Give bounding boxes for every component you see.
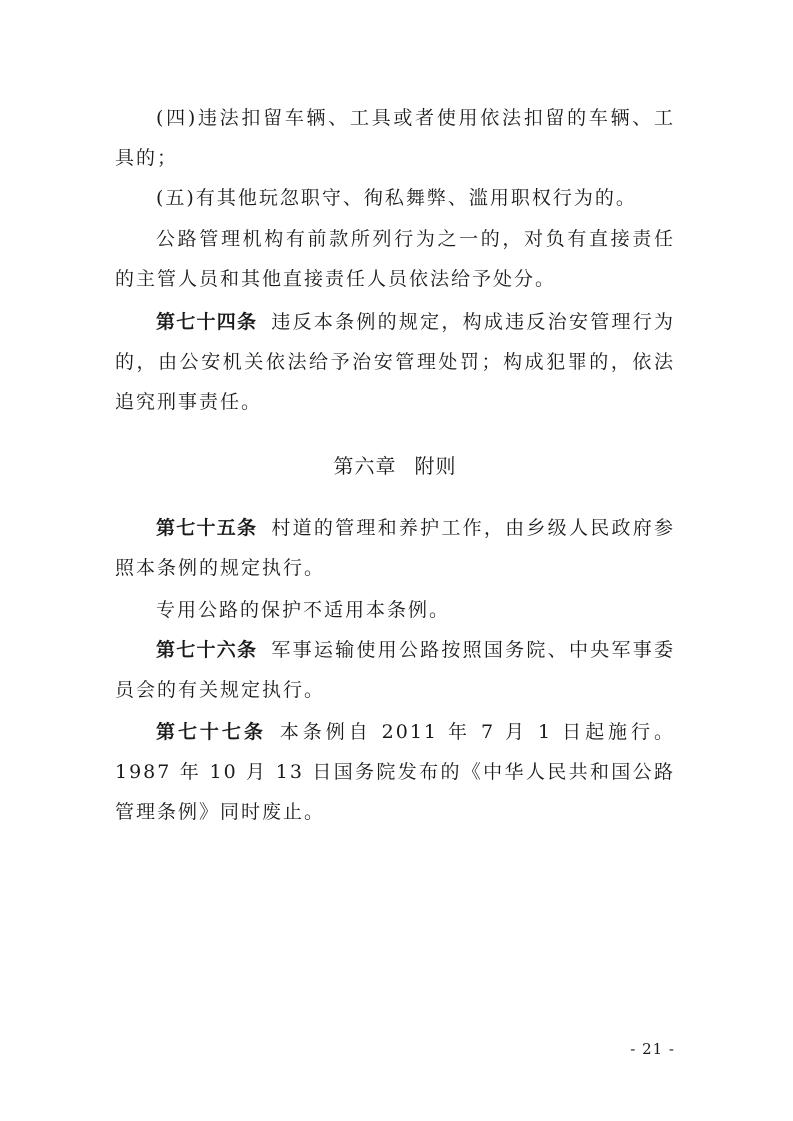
article-75-title: 第七十五条 — [156, 517, 258, 539]
article-76-title: 第七十六条 — [156, 639, 258, 661]
article-77 — [115, 712, 675, 832]
page-number: - 21 - — [630, 1040, 675, 1058]
article-74-title: 第七十四条 — [156, 311, 258, 333]
article-73-closing — [115, 219, 675, 299]
article-75-text: 村道的管理和养护工作，由乡级人民政府参照本条例的规定执行。 — [115, 517, 675, 579]
clause-five-text: (五)有其他玩忽职守、徇私舞弊、滥用职权行为的。 — [156, 187, 637, 209]
chapter-number: 第六章 — [333, 454, 397, 478]
article-75 — [115, 508, 675, 588]
clause-four — [115, 98, 675, 178]
chapter-heading — [115, 446, 675, 486]
article-74-text: 违反本条例的规定，构成违反治安管理行为的，由公安机关依法给予治安管理处罚；构成犯罪的，依法追究刑事责任。 — [115, 311, 675, 413]
clause-four-text: (四)违法扣留车辆、工具或者使用依法扣留的车辆、工具的； — [115, 107, 675, 169]
article-77-text: 本条例自 2011 年 7 月 1 日起施行。1987 年 10 月 13 日国务院发布的《中华人民共和国公路管理条例》同时废止。 — [115, 721, 675, 823]
article-75-extra — [115, 590, 675, 630]
article-74 — [115, 302, 675, 422]
article-76-text: 军事运输使用公路按照国务院、中央军事委员会的有关规定执行。 — [115, 639, 675, 701]
chapter-name: 附则 — [414, 454, 457, 478]
article-76 — [115, 630, 675, 710]
article-73-closing-text: 公路管理机构有前款所列行为之一的，对负有直接责任的主管人员和其他直接责任人员依法给予处分。 — [115, 228, 675, 290]
article-77-title: 第七十七条 — [156, 721, 266, 743]
clause-five — [115, 178, 675, 218]
article-75-extra-text: 专用公路的保护不适用本条例。 — [156, 599, 451, 621]
